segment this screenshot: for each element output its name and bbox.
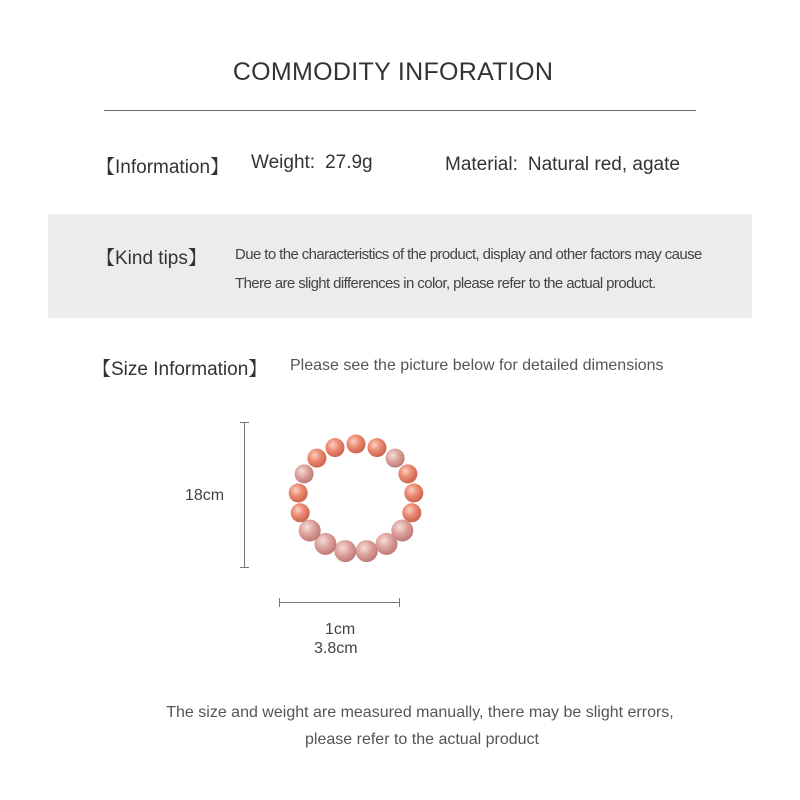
bead <box>368 438 387 457</box>
information-label: 【Information】 <box>96 157 230 178</box>
material-field <box>445 154 680 176</box>
bracelet-image <box>276 424 436 572</box>
page-title: COMMODITY INFORATION <box>232 58 554 86</box>
weight-value: 27.9g <box>325 152 373 173</box>
bead <box>402 503 421 522</box>
bead <box>376 533 398 555</box>
weight-key: Weight: <box>251 152 316 173</box>
material-key: Material: <box>445 154 518 175</box>
bead <box>307 449 326 468</box>
bead <box>398 464 417 483</box>
size-information-label: 【Size Information】 <box>92 359 268 380</box>
size-information-note: Please see the picture below for detailed dimensions <box>290 357 664 374</box>
title-divider <box>104 110 696 111</box>
bead <box>326 438 345 457</box>
clipped-dimension-wrap <box>300 640 400 657</box>
kind-tips-line-1: Due to the characteristics of the product, display and other factors may cause <box>235 246 702 263</box>
footer-note-line-2: please refer to the actual product <box>305 731 539 748</box>
material-value: Natural red, agate <box>527 154 680 175</box>
horizontal-dimension-cap-right <box>399 598 400 607</box>
bead <box>334 540 356 562</box>
bead <box>347 435 366 454</box>
bead <box>299 520 321 542</box>
bead <box>289 484 308 503</box>
bead <box>356 540 378 562</box>
clipped-dimension-label: 3.8cm <box>314 640 358 657</box>
vertical-dimension-cap-top <box>240 422 249 423</box>
weight-field <box>251 152 373 174</box>
vertical-dimension-cap-bottom <box>240 567 249 568</box>
horizontal-dimension-label: 1cm <box>325 621 356 638</box>
bead <box>295 464 314 483</box>
kind-tips-line-2: There are slight differences in color, please refer to the actual product. <box>235 275 656 292</box>
horizontal-dimension-line <box>280 602 400 603</box>
bead <box>404 484 423 503</box>
vertical-dimension-line <box>244 422 245 568</box>
bead <box>291 503 310 522</box>
footer-note-line-1: The size and weight are measured manually, there may be slight errors, <box>166 704 674 721</box>
kind-tips-label: 【Kind tips】 <box>96 248 207 269</box>
horizontal-dimension-cap-left <box>279 598 280 607</box>
vertical-dimension-label: 18cm <box>185 487 225 504</box>
bead <box>386 449 405 468</box>
